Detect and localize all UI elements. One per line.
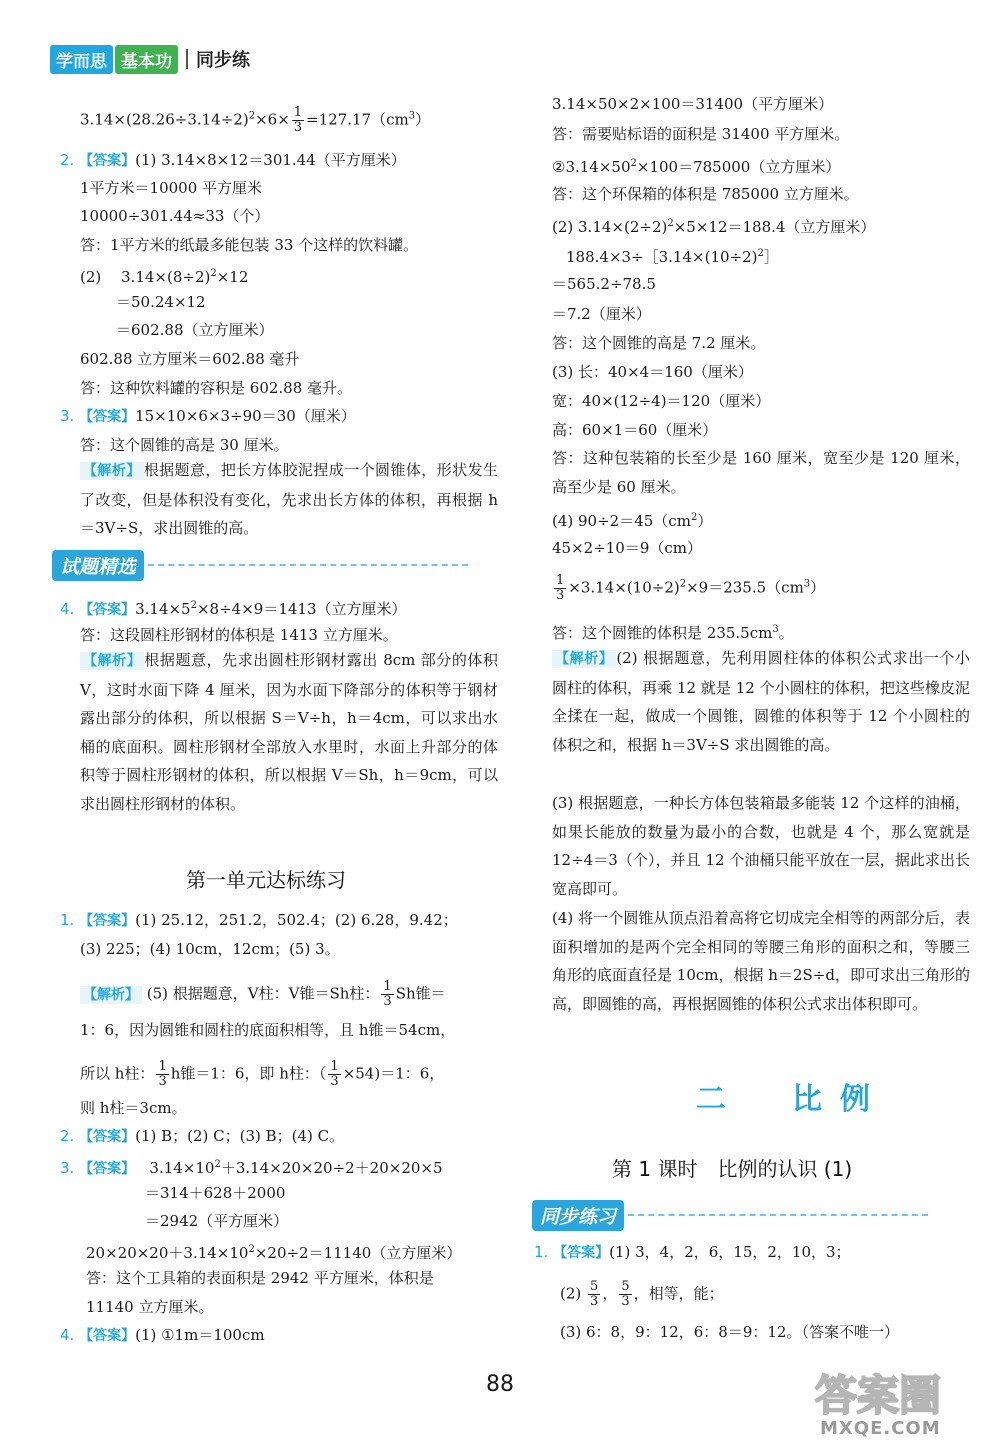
text-line: ＝50.24×12 xyxy=(116,293,206,311)
answer-s1: 1. 【答案】(1) 3，4，2，6，15，2，10，3； xyxy=(534,1243,851,1261)
answer-q4: 4. 【答案】$3.14\times 5^2\times 8\div 4\times 9=1413$（立方厘米） xyxy=(60,600,407,618)
answer-u4: 4. 【答案】(1) ①1m＝100cm xyxy=(60,1326,265,1344)
text-line: 11140 立方厘米。 xyxy=(86,1298,214,1316)
analysis-q4: 【解析】 根据题意，先求出圆柱形钢材露出 8cm 部分的体积 V，这时水面下降 4 厘米，因为水面下降部分的体积等于钢材露出部分的体积，所以根据 S＝V÷h，h＝4cm，可以求出水桶的底面积。圆柱形钢材全部放入水里时，水面上升部分的体积等于圆柱形钢材的体积，所以根据 V＝Sh，h＝9cm，可以求出圆柱形钢材的体积。 xyxy=(80,651,498,813)
unit-title: 第一单元达标练习 xyxy=(186,868,346,892)
text-line: 答：这个圆锥的高是 7.2 厘米。 xyxy=(552,334,766,352)
text-line: ＝314＋628＋2000 xyxy=(145,1184,286,1202)
text-line: (3) 225；(4) 10cm，12cm；(5) 3。 xyxy=(80,940,340,958)
text-line: 602.88 立方厘米＝602.88 毫升 xyxy=(80,350,300,368)
lesson-title: 第 1 课时 比例的认识 (1) xyxy=(612,1157,853,1181)
text-line: $\frac{1}{3}$ $\times 3.14\times(10\div 2)^2\times 9=235.5(cm^3)$ xyxy=(556,573,826,603)
text-line: 答：这个工具箱的表面积是 2942 平方厘米，体积是 xyxy=(86,1269,434,1287)
page-number: 88 xyxy=(486,1372,514,1397)
text-line: 答：1平方米的纸最多能包装 33 个这样的饮料罐。 xyxy=(80,236,419,254)
text-line: 高：60×1＝60（厘米） xyxy=(552,421,718,439)
analysis-q3: 【解析】 根据题意，把长方体胶泥捏成一个圆锥体，形状发生了改变，但是体积没有变化，先求出长方体的体积，再根据 h＝3V÷S，求出圆锥的高。 xyxy=(80,461,499,537)
text-line: 3.14×50×2×100＝31400（平方厘米） xyxy=(552,95,834,113)
text-line: (4) $90\div 2=45(cm^2)$ xyxy=(552,512,713,530)
text-line: (3) 6：8，9：12，6：8＝9：12。（答案不唯一） xyxy=(560,1323,899,1341)
text-line: $20\times 20\times 20+3.14\times 10^2\times 20\div 2=11140$（立方厘米） xyxy=(86,1244,462,1262)
text-line: ＝565.2÷78.5 xyxy=(552,275,656,293)
text-line: 所以 h柱： $\frac{1}{3}$ h锥＝1：6，即 h柱：（ $\frac{1}{3}$ ×54)＝1：6， xyxy=(80,1059,445,1089)
brand-badge-secondary: 基本功 xyxy=(115,45,178,74)
text-line: ＝2942（平方厘米） xyxy=(145,1212,289,1230)
text-line: $188.4\times 3\div[3.14\times(10\div 2)^2]$ xyxy=(566,248,779,266)
answer-u3: 3. 【答案】 $3.14\times 10^2+3.14\times 20\times 20\div 2+20\times 20\times 5$ xyxy=(60,1159,443,1177)
answer-q3: 3. 【答案】15×10×6×3÷90＝30（厘米） xyxy=(60,407,356,425)
section-banner-practice: 试题精选 xyxy=(52,550,468,580)
text-line: ＝602.88（立方厘米） xyxy=(116,321,274,339)
chapter-title: 二 比例 xyxy=(696,1082,888,1117)
text-line: 答：这种饮料罐的容积是 602.88 毫升。 xyxy=(80,379,353,397)
watermark-logo-text: 答案圈 xyxy=(815,1371,942,1420)
text-paragraph: 答：这种包装箱的长至少是 160 厘米，宽至少是 120 厘米，高至少是 60 厘米。 xyxy=(552,449,970,496)
answer-u2: 2. 【答案】(1) B；(2) C；(3) B；(4) C。 xyxy=(60,1127,345,1145)
text-line: (3) 长：40×4＝160（厘米） xyxy=(552,363,753,381)
page-header xyxy=(50,46,250,72)
brand-badge: 学而思 xyxy=(50,45,113,74)
text-line: 答：这个圆锥的高是 30 厘米。 xyxy=(80,436,289,454)
text-line: 答：这段圆柱形钢材的体积是 1413 立方厘米。 xyxy=(80,626,398,644)
section-banner-sync: 同步练习 xyxy=(532,1200,928,1230)
text-line: 10000÷301.44≈33（个） xyxy=(80,207,270,225)
text-paragraph: (4) 将一个圆锥从顶点沿着高将它切成完全相等的两部分后，表面积增加的是两个完全相同的等腰三角形的面积之和，等腰三角形的底面直径是 10cm，根据 h＝2S÷d，即可求出三角形的高，即圆锥的高，再根据圆锥的体积公式求出体积即可。 xyxy=(552,909,970,1013)
header-title: 同步练 xyxy=(196,50,250,71)
text-line: (2) $3.14\times(2\div 2)^2\times 5\times 12=188.4$（立方厘米） xyxy=(552,218,876,236)
answer-q2: 2. 【答案】(1) 3.14×8×12＝301.44（平方厘米） xyxy=(60,151,406,169)
text-line: ＝7.2（厘米） xyxy=(552,305,651,323)
analysis-right: 【解析】 (2) 根据题意，先利用圆柱体的体积公式求出一个小圆柱的体积，再乘 12 就是 12 个小圆柱的体积，把这些橡皮泥全揉在一起，做成一个圆锥，圆锥的体积等于 12 个小圆柱的体积之和，根据 h＝3V÷S 求出圆锥的高。 xyxy=(552,649,970,754)
text-line: 1平方米＝10000 平方厘米 xyxy=(80,179,263,197)
analysis-u1: 【解析】 (5) 根据题意，V柱：V锥＝Sh柱： $\frac{1}{3}$ Sh锥＝ xyxy=(80,980,446,1009)
text-paragraph: (3) 根据题意，一种长方体包装箱最多能装 12 个这样的油桶，如果长能放的数量为最小的合数，也就是 4 个，那么宽就是 12÷4＝3（个），并且 12 个油桶只能平放在一层，据此求出长宽高即可。 xyxy=(552,794,970,898)
text-line: $②3.14\times 50^2\times 100=785000$（立方厘米） xyxy=(552,158,841,176)
header-divider xyxy=(186,49,188,69)
text-line: 答：这个圆锥的体积是 $235.5cm^3$。 xyxy=(552,624,794,642)
text-line: (2) $\frac{5}{3}$ ， $\frac{5}{3}$ ，相等，能； xyxy=(560,1279,724,1309)
text-line: $3.14\times(28.26\div 3.14\div 2)^2\times 6\times$ $\frac{1}{3}$ $=127.17(cm^3)$ xyxy=(80,105,431,135)
answer-u1: 1. 【答案】(1) 25.12，251.2，502.4；(2) 6.28，9.42； xyxy=(60,911,458,929)
watermark-text: MXQE.COM xyxy=(820,1418,941,1439)
text-line: 1：6，因为圆锥和圆柱的底面积相等，且 h锥＝54cm， xyxy=(80,1021,456,1039)
text-line: (2) $3.14\times(8\div 2)^2\times 12$ xyxy=(80,268,249,286)
text-line: 宽：40×(12÷4)＝120（厘米） xyxy=(552,392,771,410)
text-line: 答：需要贴标语的面积是 31400 平方厘米。 xyxy=(552,125,850,143)
text-line: 答：这个环保箱的体积是 785000 立方厘米。 xyxy=(552,185,859,203)
text-line: 45×2÷10＝9（cm） xyxy=(552,539,703,557)
text-line: 则 h柱＝3cm。 xyxy=(80,1099,187,1117)
